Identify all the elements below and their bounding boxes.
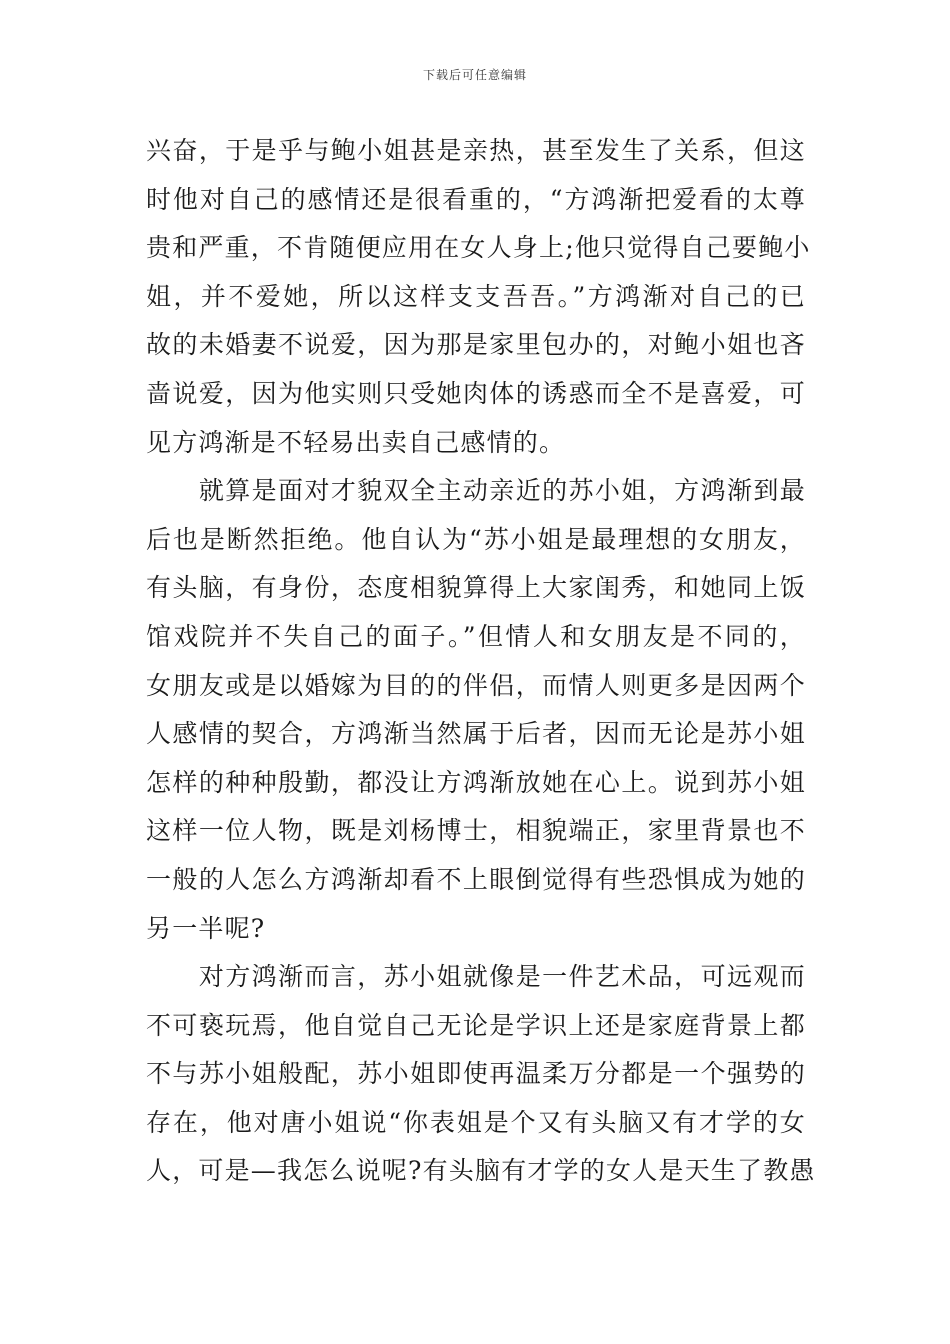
text-line: 女朋友或是以婚嫁为目的的伴侣，而情人则更多是因两个 (146, 670, 806, 700)
text-line: 一般的人怎么方鸿渐却看不上眼倒觉得有些恐惧成为她的 (146, 864, 806, 894)
text-line: 见方鸿渐是不轻易出卖自己感情的。 (146, 427, 566, 457)
text-line: 不与苏小姐般配，苏小姐即使再温柔万分都是一个强势的 (146, 1059, 806, 1089)
text-line: 人感情的契合，方鸿渐当然属于后者，因而无论是苏小姐 (146, 719, 806, 749)
text-line: 有头脑，有身份，态度相貌算得上大家闺秀，和她同上饭 (146, 573, 806, 603)
text-line: 就算是面对才貌双全主动亲近的苏小姐，方鸿渐到最 (146, 476, 806, 506)
text-line: 怎样的种种殷勤，都没让方鸿渐放她在心上。说到苏小姐 (146, 767, 806, 797)
text-line: 馆戏院并不失自己的面子。”但情人和女朋友是不同的， (146, 621, 806, 651)
text-line: 存在，他对唐小姐说“你表姐是个又有头脑又有才学的女 (146, 1107, 806, 1137)
body-text (146, 127, 816, 1196)
text-line: 对方鸿渐而言，苏小姐就像是一件艺术品，可远观而 (146, 962, 806, 992)
text-line: 人，可是—我怎么说呢?有头脑有才学的女人是天生了教愚 (146, 1156, 816, 1186)
text-line: 故的未婚妻不说爱，因为那是家里包办的，对鲍小姐也吝 (146, 330, 806, 360)
text-line: 贵和严重，不肯随便应用在女人身上;他只觉得自己要鲍小 (146, 233, 811, 263)
text-line: 后也是断然拒绝。他自认为“苏小姐是最理想的女朋友， (146, 524, 806, 554)
text-line: 不可亵玩焉，他自觉自己无论是学识上还是家庭背景上都 (146, 1010, 806, 1040)
text-line: 时他对自己的感情还是很看重的，“方鸿渐把爱看的太尊 (146, 184, 806, 214)
text-line: 啬说爱，因为他实则只受她肉体的诱惑而全不是喜爱，可 (146, 378, 806, 408)
text-line: 姐，并不爱她，所以这样支支吾吾。”方鸿渐对自己的已 (146, 281, 806, 311)
text-line: 这样一位人物，既是刘杨博士，相貌端正，家里背景也不 (146, 816, 806, 846)
page-header: 下载后可任意编辑 (422, 68, 527, 82)
text-line: 兴奋，于是乎与鲍小姐甚是亲热，甚至发生了关系，但这 (146, 136, 806, 165)
text-line: 另一半呢? (146, 913, 266, 943)
